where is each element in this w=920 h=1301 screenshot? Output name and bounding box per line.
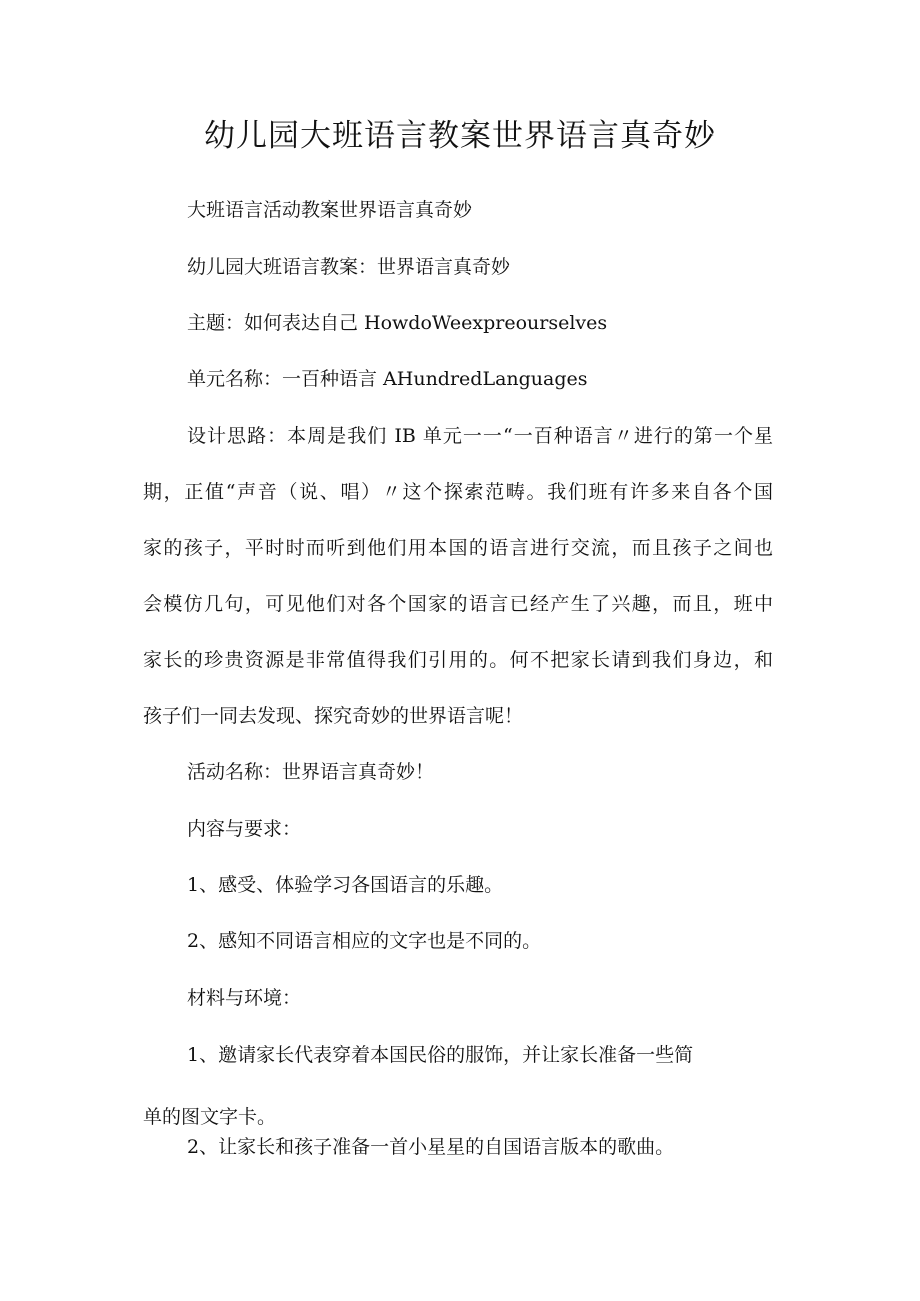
document-title: 幼儿园大班语言教案世界语言真奇妙 <box>204 118 716 154</box>
materials-heading-line: 材料与环境： <box>187 987 302 1009</box>
material-line-1a: 1、邀请家长代表穿着本国民俗的服饰，并让家长准备一些简 <box>187 1044 694 1066</box>
material-line-2: 2、让家长和孩子准备一首小星星的自国语言版本的歌曲。 <box>187 1136 675 1158</box>
design-line-5: 家长的珍贵资源是非常值得我们引用的。何不把家长请到我们身边，和 <box>143 649 773 671</box>
design-line-2: 期，正值“声音（说、唱）〃这个探索范畴。我们班有许多来自各个国 <box>143 481 773 503</box>
requirement-line-2: 2、感知不同语言相应的文字也是不同的。 <box>187 930 542 952</box>
design-line-3: 家的孩子，平时时而听到他们用本国的语言进行交流，而且孩子之间也 <box>143 537 773 559</box>
unit-line: 单元名称：一百种语言 AHundredLanguages <box>187 368 588 390</box>
activity-name-line: 活动名称：世界语言真奇妙！ <box>187 761 435 783</box>
material-line-1b: 单的图文字卡。 <box>143 1106 277 1128</box>
heading-line: 幼儿园大班语言教案：世界语言真奇妙 <box>187 256 511 278</box>
theme-line: 主题：如何表达自己 HowdoWeexpreourselves <box>187 312 608 334</box>
design-line-6: 孩子们一同去发现、探究奇妙的世界语言呢！ <box>143 705 524 727</box>
content-heading-line: 内容与要求： <box>187 818 302 840</box>
design-line-1: 设计思路：本周是我们 IB 单元一一“一百种语言〃进行的第一个星 <box>187 425 773 447</box>
subtitle-line: 大班语言活动教案世界语言真奇妙 <box>187 199 473 221</box>
requirement-line-1: 1、感受、体验学习各国语言的乐趣。 <box>187 874 504 896</box>
design-line-4: 会模仿几句，可见他们对各个国家的语言已经产生了兴趣，而且，班中 <box>143 593 773 615</box>
